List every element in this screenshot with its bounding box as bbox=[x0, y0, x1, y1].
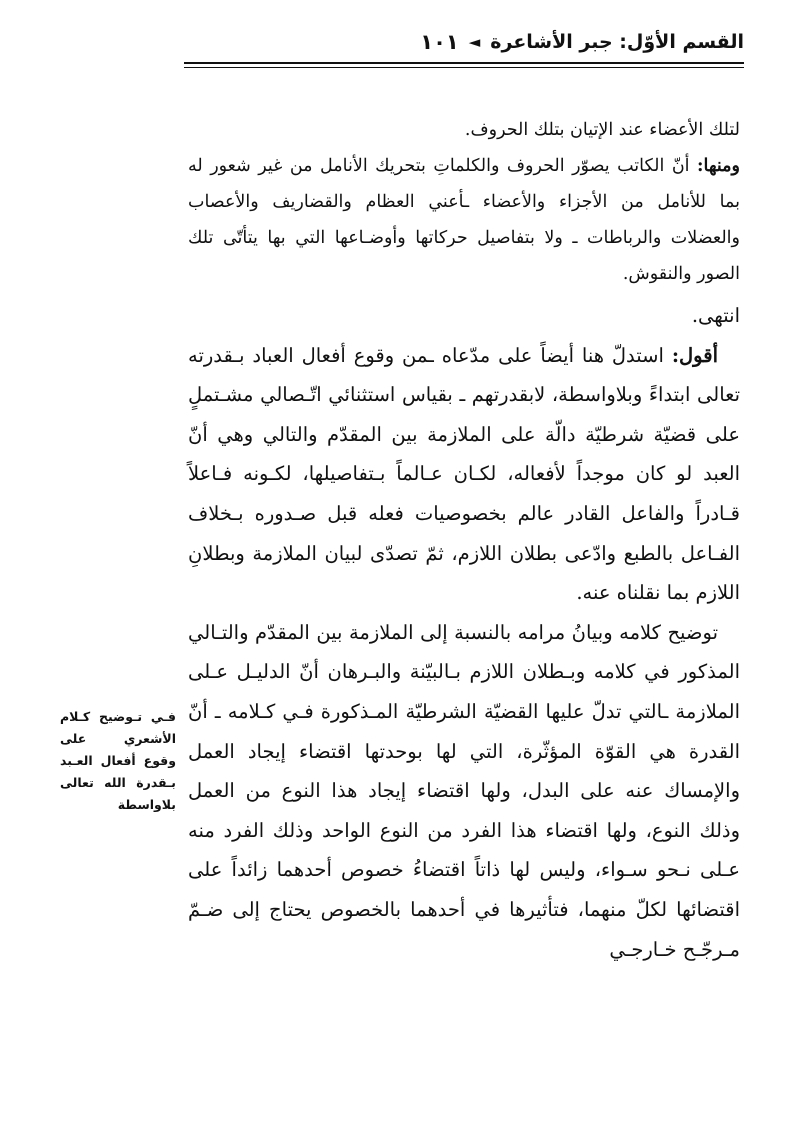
paragraph-1-lead-bold: أقول: bbox=[671, 343, 718, 367]
main-text bbox=[188, 296, 740, 969]
page-body bbox=[188, 112, 740, 969]
margin-note: فـي تـوضيح كـلام الأشعري على وقوع أفعال العـبد بـقدرة الله تعالى بلاواسطة bbox=[60, 709, 176, 812]
quote-paragraph bbox=[188, 148, 740, 292]
quote-end: انتهى. bbox=[691, 304, 740, 327]
section-title: القسم الأوّل: جبر الأشاعرة bbox=[490, 31, 744, 53]
quoted-passage bbox=[188, 112, 740, 292]
paragraph-2: توضيح كلامه وبيانُ مرامه بالنسبة إلى الملازمة بين المقدّم والتـالي المذكور في كلامه وبـطلان اللازم بـالبيّنة والبـرهان أنّ الدليـل عـلى الملازمة ـالتي تدلّ عليها القضيّة الشرطيّة المـذكورة فـي كـلامه ـ أنّ القدرة هي القوّة المؤثّرة، التي لها بوحدتها اقتضاء إيجاد العمل والإمساك عنه على البدل، ولها اقتضاء إيجاد هذا النوع من العمل وذلك النوع، ولها اقتضاء هذا الفرد من النوع الواحد وذلك الفرد منه عـلى نـحو سـواء، وليس لها ذاتاً اقتضاءُ خصوص أحدهما زائداً على اقتضائها لكلّ منهما، فتأثيرها في أحدهما بالخصوص يحتاج إلى ضـمّ مـرجّـح خـارجـي bbox=[188, 620, 740, 961]
quote-lead-bold: ومنها: bbox=[697, 156, 740, 176]
triangle-separator-icon: ◄ bbox=[468, 33, 481, 51]
page-number: ١٠١ bbox=[420, 30, 459, 54]
quote-line: لتلك الأعضاء عند الإتيان بتلك الحروف. bbox=[464, 120, 740, 140]
paragraph-1-text: استدلّ هنا أيضاً على مدّعاه ـمن وقوع أفعال العباد بـقدرته تعالى ابتداءً وبلاواسطة، لابقدرتهم ـ بقياس استثنائي اتّـصالي مشـتملٍ على قضيّة شرطيّة دالّة على الملازمة بين المقدّم والتالي وهي أنّ العبد لو كان موجداً لأفعاله، لكـان عـالماً بـتفاصيلها، لكـونه فـاعلاً قـادراً والفاعل القادر عالم بخصوصيات فعله قبل صـدوره بـخلاف الفـاعل بالطبع وادّعى بطلان اللازم، ثمّ تصدّى لبيان الملازمة وبطلانِ اللازم بما نقلناه عنه. bbox=[188, 343, 740, 605]
header-rule-thin bbox=[184, 67, 744, 68]
running-header bbox=[184, 22, 744, 62]
quote-paragraph-text: أنّ الكاتب يصوّر الحروف والكلماتِ بتحريك الأنامل من غير شعور له بما للأنامل من الأجزاء والأعضاء ـأعني العظام والقضاريف والأعصاب والعضلات والرباطات ـ ولا بتفاصيل حركاتها وأوضـاعها التي بها يتأتّى تلك الصور والنقوش. bbox=[188, 156, 740, 284]
paragraph-1 bbox=[188, 336, 740, 613]
header-rule-thick bbox=[184, 62, 744, 64]
